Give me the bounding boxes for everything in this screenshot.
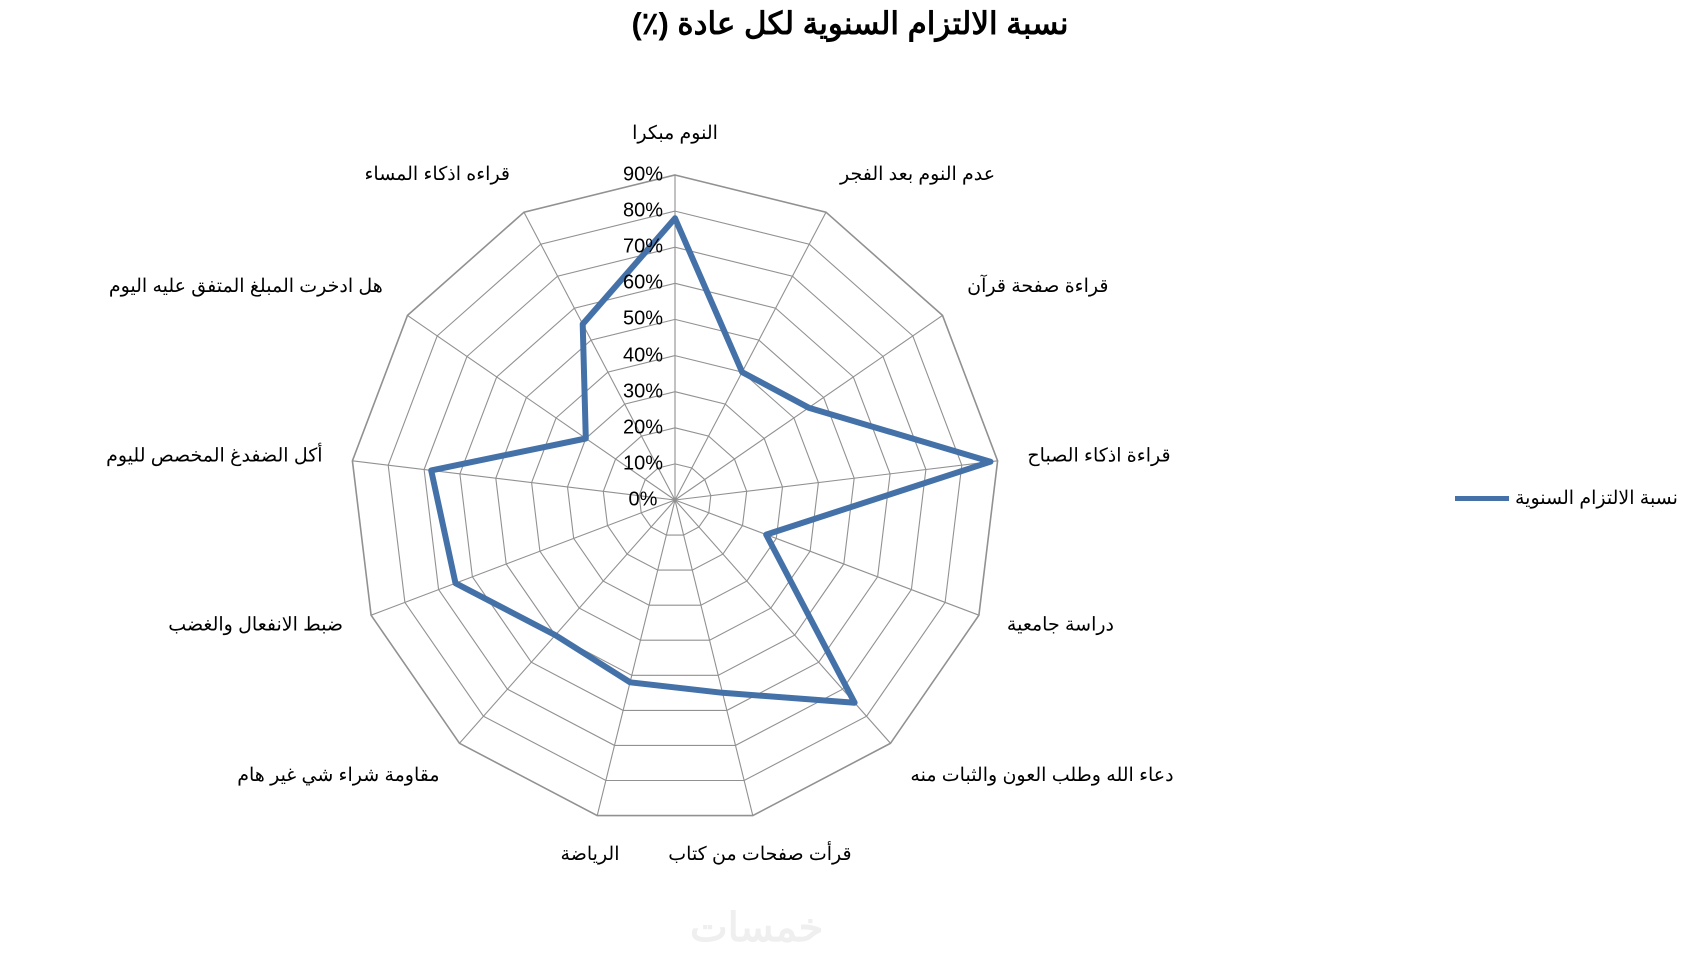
- radial-tick-label: 20%: [622, 416, 664, 439]
- category-label: دعاء الله وطلب العون والثبات منه: [910, 764, 1174, 786]
- category-label: قراءه اذكاء المساء: [364, 163, 511, 185]
- radar-series-lines: [431, 218, 990, 702]
- radial-tick-label: 40%: [622, 344, 664, 367]
- category-label: عدم النوم بعد الفجر: [839, 163, 996, 185]
- radial-tick-label: 30%: [622, 380, 664, 403]
- category-label: ضبط الانفعال والغضب: [168, 614, 344, 636]
- radial-tick-label: 90%: [622, 163, 664, 186]
- chart-title: نسبة الالتزام السنوية لكل عادة (٪): [631, 6, 1069, 41]
- category-label: هل ادخرت المبلغ المتفق عليه اليوم: [108, 276, 383, 298]
- category-label: قرأت صفحات من كتاب: [668, 843, 852, 865]
- axis-spoke: [675, 500, 753, 816]
- category-label: قراءة اذكاء الصباح: [1027, 445, 1171, 467]
- axis-spoke: [597, 500, 675, 816]
- category-label: مقاومة شراء شي غير هام: [237, 764, 440, 786]
- radial-tick-label: 60%: [622, 271, 664, 294]
- watermark-text: خمسات: [690, 906, 824, 950]
- category-label: دراسة جامعية: [1006, 614, 1115, 636]
- axis-spoke: [675, 212, 826, 500]
- axis-spoke: [675, 500, 891, 743]
- radial-tick-label: 0%: [628, 488, 658, 511]
- radial-tick-label: 80%: [622, 199, 664, 222]
- radial-tick-label: 10%: [622, 452, 664, 475]
- category-label: النوم مبكرا: [632, 123, 718, 145]
- series-polyline: [431, 218, 990, 702]
- chart-legend: [1455, 487, 1678, 510]
- radar-axis-spokes: [352, 175, 997, 816]
- axis-spoke: [460, 500, 676, 743]
- category-label: أكل الضفدغ المخصص لليوم: [106, 445, 323, 467]
- radar-chart-svg: [140, 80, 1390, 960]
- legend-color-swatch: [1455, 496, 1509, 501]
- radial-tick-label: 70%: [622, 235, 664, 258]
- radar-plot-area: [106, 80, 1390, 960]
- axis-spoke: [371, 500, 675, 615]
- radial-tick-label: 50%: [622, 307, 664, 330]
- legend-series-label: نسبة الالتزام السنوية: [1515, 488, 1678, 509]
- category-label: الرياضة: [560, 843, 620, 865]
- category-label: قراءة صفحة قرآن: [967, 276, 1109, 298]
